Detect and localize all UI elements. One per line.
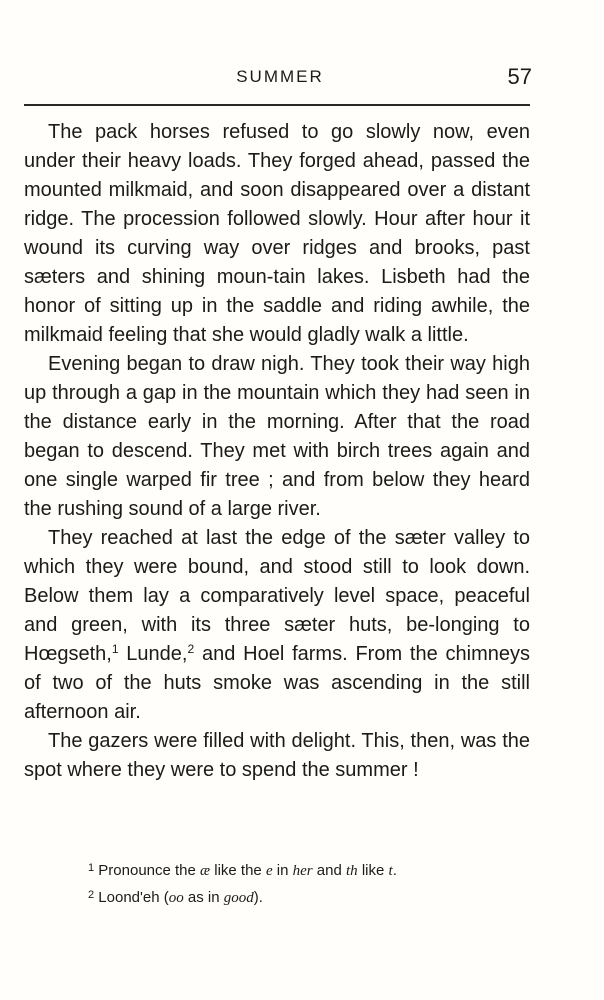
footnote-2-text-2: as in	[183, 889, 224, 906]
footnote-1-italic-t: t	[388, 863, 393, 879]
footnote-1-text-2: like the	[210, 862, 266, 879]
running-head: SUMMER	[236, 67, 324, 86]
footnote-1-text-4: and	[312, 862, 346, 879]
paragraph-3	[24, 524, 530, 727]
footnote-1-text: Pronounce the	[98, 862, 201, 879]
footnote-1-text-5: like	[357, 862, 389, 879]
footnote-1-text-3: in	[272, 862, 293, 879]
footnote-2-marker: 2	[88, 889, 95, 901]
paragraph-3-part-3: and Hoel farms. From the chimneys of two of the huts smoke was ascending in the still afternoon air.	[24, 643, 530, 723]
footnote-2-end: ).	[253, 889, 263, 906]
footnote-2-italic-good: good	[223, 890, 254, 906]
footnote-2	[88, 883, 528, 910]
page-number: 57	[507, 64, 532, 89]
page-header	[0, 64, 604, 104]
footnote-ref-1: 1	[111, 642, 119, 656]
footnote-1-italic-e: e	[265, 863, 273, 879]
footnote-1-marker: 1	[88, 862, 95, 874]
footnote-1-italic-her: her	[292, 863, 313, 879]
footnotes	[88, 856, 528, 910]
footnote-2-italic-oo: oo	[168, 890, 184, 906]
paragraph-2: Evening began to draw nigh. They took their way high up through a gap in the mountain which they had seen in the distance early in the morning. After that the road began to descend. They met with birch trees again and one single warped fir tree ; and from below they heard the rushing sound of a large river.	[24, 353, 530, 520]
paragraph-3-part-1: They reached at last the edge of the sæter valley to which they were bound, and stood still to look down. Below them lay a comparatively level space, peaceful and green, with its three sæter huts, be-longing to Hœgseth,	[24, 527, 530, 665]
header-rule	[24, 104, 530, 106]
paragraph-4: The gazers were filled with delight. This, then, was the spot where they were to spend the summer !	[24, 730, 530, 781]
footnote-1	[88, 856, 528, 883]
body-text	[24, 118, 530, 785]
footnote-1-italic-ae: æ	[200, 863, 211, 879]
footnote-1-end: .	[392, 862, 397, 879]
paragraph-1: The pack horses refused to go slowly now, even under their heavy loads. They forged ahead, passed the mounted milkmaid, and soon disappeared over a distant ridge. The procession followed slowly. Hour after hour it wound its curving way over ridges and brooks, past sæters and shining moun-tain lakes. Lisbeth had the honor of sitting up in the saddle and riding awhile, the milkmaid feeling that she would gladly walk a little.	[24, 121, 530, 346]
footnote-1-italic-th: th	[346, 863, 358, 879]
footnote-2-text: Loond'eh (	[98, 889, 169, 906]
paragraph-3-part-2: Lunde,	[118, 643, 188, 665]
footnote-ref-2: 2	[187, 642, 195, 656]
